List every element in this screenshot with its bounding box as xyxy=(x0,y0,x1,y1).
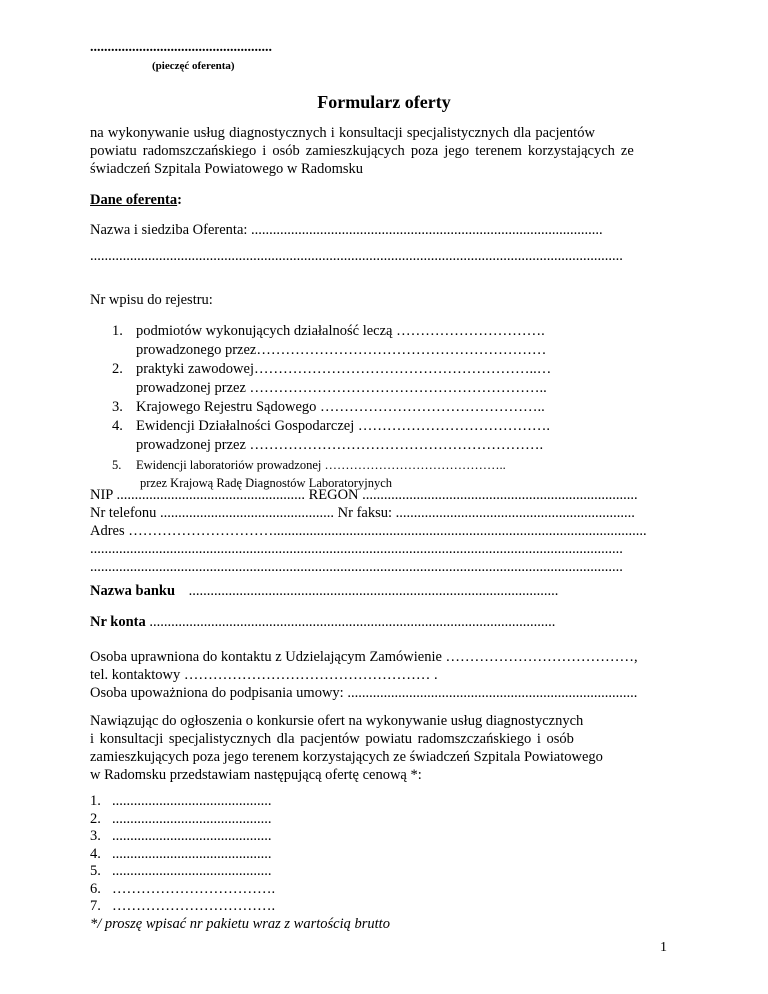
nip-regon-field[interactable]: NIP .................................................... REGON ............................................................................ xyxy=(90,487,638,503)
bank-name-label: Nazwa banku xyxy=(90,583,176,599)
offer-text xyxy=(90,712,603,784)
offer-item-number: 7. xyxy=(90,898,101,914)
offer-item-number: 5. xyxy=(90,863,101,879)
registry-item[interactable] xyxy=(112,456,551,475)
registry-item[interactable] xyxy=(112,360,551,379)
offer-item-dots: ……………………………. xyxy=(112,898,276,914)
registry-list xyxy=(112,322,551,491)
offer-item-number: 4. xyxy=(90,845,101,862)
offer-item-dots: ............................................ xyxy=(112,828,272,844)
registry-item-text: prowadzonego przez…………………………………………………… xyxy=(136,342,547,358)
registry-label: Nr wpisu do rejestru: xyxy=(90,292,213,308)
registry-item[interactable] xyxy=(112,436,551,455)
registry-item[interactable] xyxy=(112,398,551,417)
offer-text-line-1: Nawiązując do ogłoszenia o konkursie ofert na wykonywanie usług diagnostycznych xyxy=(90,713,584,729)
registry-item-number: 1. xyxy=(112,323,123,339)
offer-text-line-2: i konsultacji specjalistycznych dla pacjentów powiatu radomszczańskiego i osób xyxy=(90,731,574,747)
registry-item-text: praktyki zawodowej…………………………………………………..… xyxy=(136,361,552,377)
offer-item[interactable] xyxy=(90,881,390,899)
offer-item[interactable] xyxy=(90,828,390,846)
section-header-label: Dane oferenta xyxy=(90,192,178,208)
registry-item[interactable] xyxy=(112,417,551,436)
contact-phone-field[interactable]: tel. kontaktowy …………………………………………… . xyxy=(90,667,438,683)
contact-block xyxy=(90,486,676,576)
offer-item[interactable] xyxy=(90,793,390,811)
registry-item-number: 4. xyxy=(112,418,123,434)
registry-item[interactable] xyxy=(112,322,551,341)
registry-item-text: prowadzonej przez ……………………………………………………. xyxy=(136,437,544,453)
persons-block xyxy=(90,648,638,702)
registry-item-text: prowadzonej przez …………………………………………………….. xyxy=(136,380,547,396)
footnote: */ proszę wpisać nr pakietu wraz z wartością brutto xyxy=(90,915,390,932)
account-number-field[interactable] xyxy=(90,614,555,631)
stamp-dots: .................................................... xyxy=(90,40,272,55)
oferent-name-field[interactable]: Nazwa i siedziba Oferenta: ................................................................................................. xyxy=(90,222,603,238)
account-number-label: Nr konta xyxy=(90,614,146,630)
oferent-name-continuation[interactable]: ................................................................................................................................................... xyxy=(90,248,623,264)
registry-item-text: Ewidencji Działalności Gospodarczej …………………………………. xyxy=(136,418,550,434)
page-number: 1 xyxy=(660,940,667,955)
offer-item[interactable] xyxy=(90,846,390,864)
registry-item-continuation: przez Krajową Radę Diagnostów Laboratoryjnych xyxy=(140,476,392,490)
offer-item[interactable] xyxy=(90,863,390,881)
address-continuation-1[interactable]: ................................................................................................................................................... xyxy=(90,541,623,557)
address-continuation-2[interactable]: ................................................................................................................................................... xyxy=(90,559,623,575)
offer-item-number: 6. xyxy=(90,880,101,897)
offer-item-number: 1. xyxy=(90,793,101,809)
section-header xyxy=(90,192,182,209)
offer-item-dots: ............................................ xyxy=(112,845,272,862)
intro-line-2: powiatu radomszczańskiego i osób zamieszkujących poza jego terenem korzystających ze xyxy=(90,143,634,159)
offer-list xyxy=(90,793,390,933)
offer-text-line-3: zamieszkujących poza jego terenem korzystających ze świadczeń Szpitala Powiatowego xyxy=(90,749,603,765)
intro-line-3: świadczeń Szpitala Powiatowego w Radomsku xyxy=(90,161,364,177)
page-title: Formularz oferty xyxy=(317,92,451,112)
offer-item-dots: ............................................ xyxy=(112,863,272,879)
intro xyxy=(90,124,634,178)
registry-item[interactable] xyxy=(112,341,551,360)
bank-name-dots: ...................................................................................................... xyxy=(188,583,559,599)
registry-item-number: 5. xyxy=(112,458,122,472)
registry-item-number: 3. xyxy=(112,399,123,415)
phone-fax-field[interactable]: Nr telefonu ................................................ Nr faksu: .................................................................. xyxy=(90,505,635,521)
offer-item[interactable] xyxy=(90,898,390,916)
account-number-dots: ................................................................................................................ xyxy=(149,614,556,630)
intro-line-1: na wykonywanie usług diagnostycznych i konsultacji specjalistycznych dla pacjentów xyxy=(90,125,595,141)
offer-item-dots: ……………………………. xyxy=(112,880,276,897)
signatory-field[interactable]: Osoba upoważniona do podpisania umowy: ................................................................................ xyxy=(90,685,638,701)
contact-person-field[interactable]: Osoba uprawniona do kontaktu z Udzielającym Zamówienie …………………………………, xyxy=(90,649,638,665)
registry-item[interactable] xyxy=(112,379,551,398)
bank-name-field[interactable] xyxy=(90,583,558,600)
offer-item-dots: ............................................ xyxy=(112,810,272,827)
stamp-label: (pieczęć oferenta) xyxy=(152,60,235,72)
registry-item-number: 2. xyxy=(112,361,123,377)
registry-item-text: Ewidencji laboratoriów prowadzonej …………………………………….. xyxy=(136,458,506,472)
section-header-colon: : xyxy=(177,192,182,208)
address-field[interactable]: Adres …………………………....................................................................................................... xyxy=(90,523,647,539)
offer-item-number: 3. xyxy=(90,828,101,844)
registry-item-text: Krajowego Rejestru Sądowego ……………………………………….. xyxy=(136,399,545,415)
registry-item-text: podmiotów wykonujących działalność leczą …………………………. xyxy=(136,323,545,339)
offer-text-line-4: w Radomsku przedstawiam następującą ofertę cenową *: xyxy=(90,767,422,783)
offer-item-dots: ............................................ xyxy=(112,793,272,809)
offer-item-number: 2. xyxy=(90,810,101,827)
offer-item[interactable] xyxy=(90,811,390,829)
